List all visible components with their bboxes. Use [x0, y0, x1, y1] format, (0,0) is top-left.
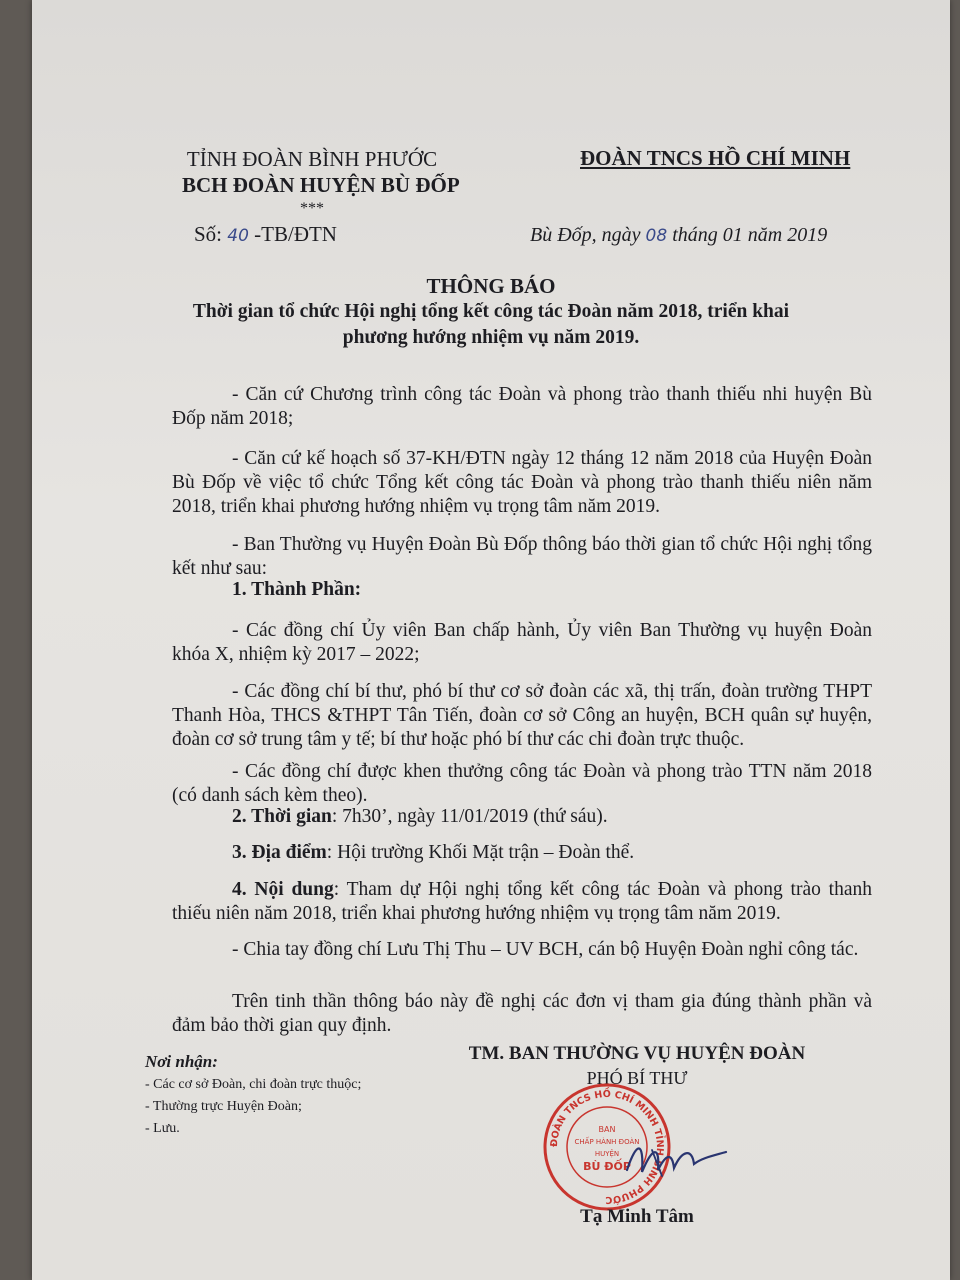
stamp-ring-text: ĐOÀN TNCS HỒ CHÍ MINH TỈNH BÌNH PHƯỚC — [548, 1088, 666, 1206]
section-4-content — [172, 878, 872, 926]
number-suffix: -TB/ĐTN — [254, 222, 337, 246]
paragraph-basis-1: - Căn cứ Chương trình công tác Đoàn và phong trào thanh thiếu nhi huyện Bù Đốp năm 2018; — [172, 384, 872, 429]
document-date — [530, 224, 827, 247]
stamp-center-line1: BAN — [598, 1125, 616, 1134]
section-1-item-c: - Các đồng chí được khen thưởng công tác Đoàn và phong trào TTN năm 2018 (có danh sách kèm theo). — [172, 761, 872, 806]
recipient-item: - Thường trực Huyện Đoàn; — [145, 1099, 302, 1114]
section-3-text: : Hội trường Khối Mặt trận – Đoàn thể. — [326, 842, 635, 863]
date-day-handwritten: 08 — [645, 226, 668, 246]
document-subtitle-line1: Thời gian tổ chức Hội nghị tổng kết công tác Đoàn năm 2018, triển khai — [192, 301, 790, 322]
stamp-center-line3: HUYỆN — [594, 1150, 620, 1158]
header-stars: *** — [300, 200, 324, 217]
section-3-label: 3. Địa điểm — [232, 842, 327, 863]
section-1-item-a: - Các đồng chí Ủy viên Ban chấp hành, Ủy viên Ban Thường vụ huyện Đoàn khóa X, nhiệm kỳ 2017 – 2022; — [172, 620, 872, 665]
handwritten-signature — [622, 1130, 732, 1190]
section-1-heading: 1. Thành Phần: — [232, 579, 362, 600]
section-4-label: 4. Nội dung — [232, 879, 334, 900]
paragraph-basis-2: - Căn cứ kế hoạch số 37-KH/ĐTN ngày 12 tháng 12 năm 2018 của Huyện Đoàn Bù Đốp về việc tổ chức Tổng kết công tác Đoàn và phong trào thanh thiếu niên năm 2018, triển khai phương hướng nhiệm vụ trọng tâm năm 2019. — [172, 448, 872, 517]
section-1-item-b: - Các đồng chí bí thư, phó bí thư cơ sở đoàn các xã, thị trấn, đoàn trường THPT Thanh Hòa, THCS &THPT Tân Tiến, đoàn cơ sở Công an huyện, BCH quân sự huyện, đoàn cơ sở trung tâm y tế; bí thư hoặc phó bí thư các chi đoàn trực thuộc. — [172, 681, 872, 750]
stamp-center-line2: CHẤP HÀNH ĐOÀN — [574, 1138, 640, 1146]
stamp-center-line4: BÙ ĐỐP — [583, 1160, 631, 1173]
document-page — [32, 0, 950, 1280]
date-prefix: Bù Đốp, ngày — [530, 224, 641, 246]
closing-paragraph: Trên tinh thần thông báo này đề nghị các đơn vị tham gia đúng thành phần và đảm bảo thời gian quy định. — [172, 991, 872, 1036]
section-4-farewell: - Chia tay đồng chí Lưu Thị Thu – UV BCH, cán bộ Huyện Đoàn nghỉ công tác. — [232, 939, 859, 960]
section-2-label: 2. Thời gian — [232, 806, 332, 827]
signature-position: PHÓ BÍ THƯ — [586, 1068, 688, 1088]
section-2-text: : 7h30’, ngày 11/01/2019 (thứ sáu). — [331, 806, 608, 827]
number-handwritten: 40 — [227, 226, 249, 246]
document-number — [194, 222, 337, 248]
signature-title: TM. BAN THƯỜNG VỤ HUYỆN ĐOÀN — [468, 1043, 806, 1064]
recipient-item: - Lưu. — [145, 1121, 180, 1136]
section-4-text: : Tham dự Hội nghị tổng kết công tác Đoàn và phong trào thanh thiếu niên năm 2018, triển khai phương hướng nhiệm vụ trọng tâm năm 2019. — [172, 879, 872, 924]
paragraph-announcement: - Ban Thường vụ Huyện Đoàn Bù Đốp thông báo thời gian tổ chức Hội nghị tổng kết như sau: — [172, 534, 872, 579]
date-suffix: tháng 01 năm 2019 — [672, 224, 828, 246]
issuing-org-line2: BCH ĐOÀN HUYỆN BÙ ĐỐP — [182, 173, 460, 197]
document-subtitle-line2: phương hướng nhiệm vụ năm 2019. — [342, 327, 640, 348]
issuing-org-line1: TỈNH ĐOÀN BÌNH PHƯỚC — [186, 147, 438, 171]
recipients-heading: Nơi nhận: — [145, 1052, 218, 1071]
signer-name: Tạ Minh Tâm — [580, 1206, 694, 1227]
recipient-item: - Các cơ sở Đoàn, chi đoàn trực thuộc; — [145, 1077, 362, 1092]
document-title: THÔNG BÁO — [426, 274, 556, 298]
number-prefix: Số: — [194, 222, 223, 246]
section-2-time — [172, 805, 872, 829]
section-3-location — [172, 841, 872, 865]
party-org-title: ĐOÀN TNCS HỒ CHÍ MINH — [580, 146, 851, 170]
